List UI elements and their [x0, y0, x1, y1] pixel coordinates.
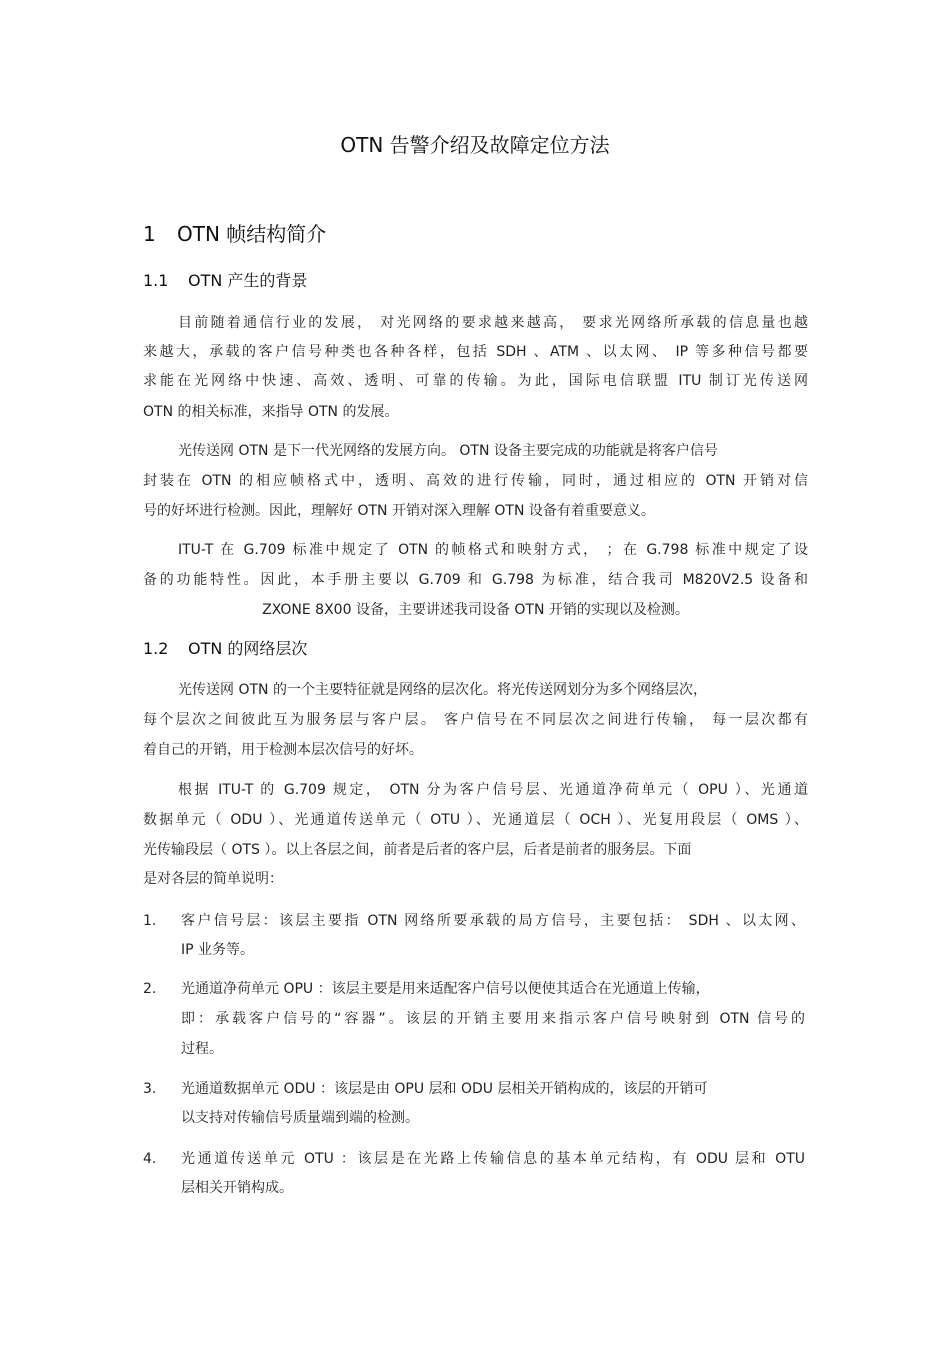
list-item-line: 即：承载客户信号的“容器”。该层的开销主要用来指示客户信号映射到 OTN 信号的 — [181, 1011, 805, 1027]
paragraph-line: 目前随着通信行业的发展， 对光网络的要求越来越高， 要求光网络所承载的信息量也越 — [178, 315, 808, 331]
section-1-number: 1 — [143, 222, 156, 246]
list-item-line: 光通道数据单元 ODU ：该层是由 OPU 层和 ODU 层相关开销构成的，该层的开销可 — [181, 1081, 708, 1097]
paragraph-line: 根据 ITU-T 的 G.709 规定， OTN 分为客户信号层、光通道净荷单元（ OPU ）、光通道 — [178, 782, 808, 798]
paragraph-line: ITU-T 在 G.709 标准中规定了 OTN 的帧格式和映射方式， ；在 G.798 标准中规定了设 — [178, 542, 808, 558]
paragraph-line: 来越大，承载的客户信号种类也各种各样，包括 SDH 、ATM 、以太网、 IP 等多种信号都要 — [143, 344, 808, 360]
section-1-title: OTN 帧结构简介 — [177, 222, 327, 246]
list-item-line: 客户信号层：该层主要指 OTN 网络所要承载的局方信号，主要包括： SDH 、以太网、 — [181, 913, 805, 929]
paragraph-line: 求能在光网络中快速、高效、透明、可靠的传输。为此，国际电信联盟 ITU 制订光传送网 — [143, 373, 808, 389]
list-item-line: 光通道传送单元 OTU ：该层是在光路上传输信息的基本单元结构，有 ODU 层和 OTU — [181, 1151, 805, 1167]
section-1-1-title: OTN 产生的背景 — [188, 271, 308, 290]
paragraph-line: 每个层次之间彼此互为服务层与客户层。 客户信号在不同层次之间进行传输， 每一层次都有 — [143, 712, 808, 728]
section-1-2-number: 1.2 — [143, 639, 169, 658]
paragraph-line: 备的功能特性。因此，本手册主要以 G.709 和 G.798 为标准，结合我司 M820V2.5 设备和 — [143, 572, 808, 588]
paragraph-line: 封装在 OTN 的相应帧格式中，透明、高效的进行传输，同时，通过相应的 OTN 开销对信 — [143, 473, 808, 489]
paragraph-line: 是对各层的简单说明： — [143, 871, 283, 887]
paragraph-line: 着自己的开销，用于检测本层次信号的好坏。 — [143, 742, 423, 758]
paragraph-line: 光传送网 OTN 是下一代光网络的发展方向。 OTN 设备主要完成的功能就是将客户信号 — [178, 443, 718, 459]
paragraph-line: 号的好坏进行检测。因此，理解好 OTN 开销对深入理解 OTN 设备有着重要意义。 — [143, 503, 655, 519]
list-item-line: 层相关开销构成。 — [181, 1180, 293, 1196]
paragraph-line: ZXONE 8X00 设备，主要讲述我司设备 OTN 开销的实现以及检测。 — [262, 602, 689, 618]
list-item-line: 过程。 — [181, 1041, 223, 1057]
section-1-2-title: OTN 的网络层次 — [188, 639, 308, 658]
paragraph-line: 数据单元（ ODU ）、光通道传送单元（ OTU ）、光通道层（ OCH ）、光复用段层（ OMS ）、 — [143, 812, 808, 828]
list-item-line: 以支持对传输信号质量端到端的检测。 — [181, 1110, 419, 1126]
list-item-line: IP 业务等。 — [181, 942, 255, 958]
section-1-heading — [143, 219, 326, 249]
list-item-line: 光通道净荷单元 OPU ：该层主要是用来适配客户信号以便使其适合在光通道上传输， — [181, 981, 710, 997]
paragraph-line: 光传输段层（ OTS ）。以上各层之间，前者是后者的客户层，后者是前者的服务层。下面 — [143, 842, 692, 858]
paragraph-line: 光传送网 OTN 的一个主要特征就是网络的层次化。将光传送网划分为多个网络层次， — [178, 682, 707, 698]
list-item-number: 1. — [143, 913, 157, 929]
list-item-number: 4. — [143, 1151, 157, 1167]
paragraph-line: OTN 的相关标准，来指导 OTN 的发展。 — [143, 404, 399, 420]
document-title: OTN 告警介绍及故障定位方法 — [340, 133, 610, 157]
section-1-1-number: 1.1 — [143, 271, 169, 290]
section-1-2-heading — [143, 637, 307, 661]
list-item-number: 2. — [143, 981, 157, 997]
list-item-number: 3. — [143, 1081, 157, 1097]
section-1-1-heading — [143, 269, 307, 293]
